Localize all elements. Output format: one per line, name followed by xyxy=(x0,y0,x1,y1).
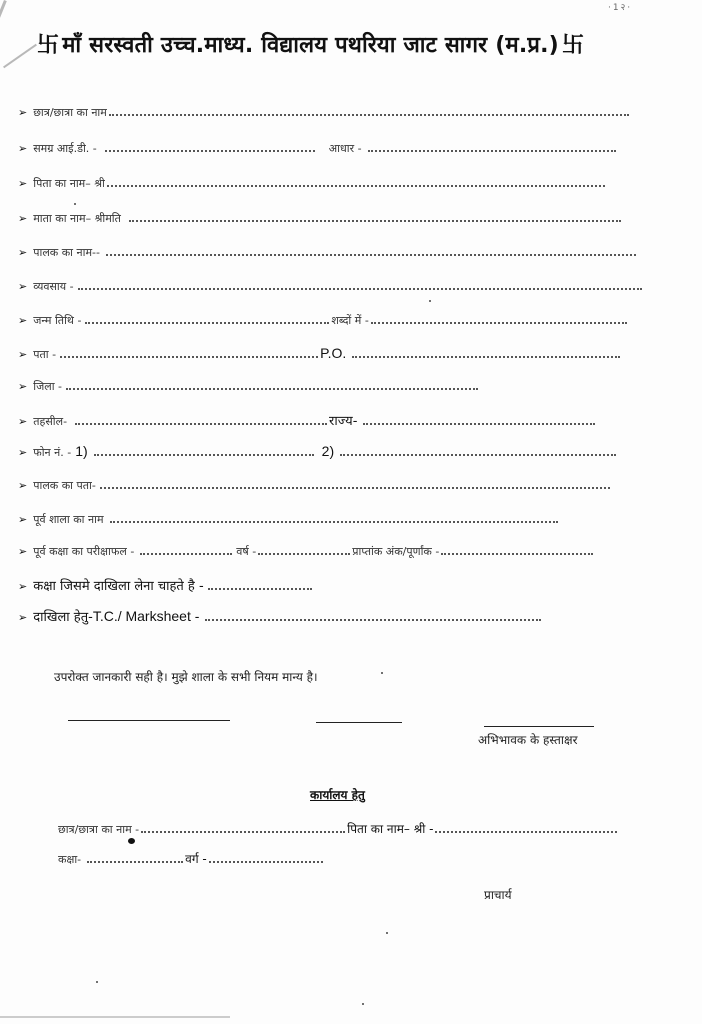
bullet-arrow-icon: ➢ xyxy=(18,580,28,593)
declaration-text: उपरोक्त जानकारी सही है। मुझे शाला के सभी नियम मान्य है। xyxy=(54,670,318,684)
aadhar-input[interactable] xyxy=(368,140,616,152)
field-label: पालक का पता- xyxy=(33,479,96,492)
bullet-arrow-icon: ➢ xyxy=(18,106,28,119)
bullet-arrow-icon: ➢ xyxy=(18,280,28,293)
scan-edge xyxy=(0,1016,230,1018)
field-label: पूर्व शाला का नाम xyxy=(33,513,104,526)
field-label: शब्दों में - xyxy=(331,314,369,327)
address-input[interactable] xyxy=(60,346,318,358)
field-occupation xyxy=(18,278,644,294)
field-samagra-aadhar xyxy=(18,140,618,156)
speck xyxy=(362,1003,364,1005)
scan-artifact xyxy=(0,0,7,89)
scan-artifact xyxy=(3,44,37,69)
office-class-section-row xyxy=(58,850,325,867)
bullet-arrow-icon: ➢ xyxy=(18,212,28,225)
field-label: 1) xyxy=(75,443,88,459)
swastika-icon-right: 卐 xyxy=(561,33,585,58)
field-tehsil-state xyxy=(18,411,597,429)
office-class-label: कक्षा- xyxy=(58,853,82,866)
field-dob xyxy=(18,312,629,328)
dob-words-input[interactable] xyxy=(371,312,627,324)
field-mother-name xyxy=(18,210,623,226)
field-label: पूर्व कक्षा का परीक्षाफल - xyxy=(33,545,135,558)
speck xyxy=(429,300,431,302)
samagra-id-input[interactable] xyxy=(105,140,315,152)
student-name-input[interactable] xyxy=(109,104,629,116)
mother-name-input[interactable] xyxy=(129,210,621,222)
phone-1-input[interactable] xyxy=(94,444,314,456)
field-label: पता - xyxy=(33,348,57,361)
guardian-name-input[interactable] xyxy=(106,244,636,256)
office-section-input[interactable] xyxy=(209,851,323,863)
bullet-arrow-icon: ➢ xyxy=(18,446,28,459)
admission-class-input[interactable] xyxy=(208,578,312,590)
field-label: पिता का नाम– श्री xyxy=(33,177,105,190)
field-previous-result xyxy=(18,543,595,559)
principal-label: प्राचार्य xyxy=(484,888,512,902)
field-label: आधार - xyxy=(328,142,362,155)
bullet-arrow-icon: ➢ xyxy=(18,177,28,190)
office-student-father-row xyxy=(58,820,619,837)
field-previous-school xyxy=(18,511,560,527)
field-district xyxy=(18,378,480,394)
school-name: माँ सरस्वती उच्च.माध्य. विद्यालय पथरिया जाट सागर (म.प्र.) xyxy=(62,33,559,58)
field-label: पालक का नाम-- xyxy=(33,246,100,259)
office-use-title: कार्यालय हेतु xyxy=(310,788,365,802)
district-input[interactable] xyxy=(66,378,478,390)
bullet-arrow-icon: ➢ xyxy=(18,545,28,558)
phone-2-input[interactable] xyxy=(340,444,616,456)
bullet-arrow-icon: ➢ xyxy=(18,380,28,393)
field-label: P.O. xyxy=(320,345,347,361)
bullet-arrow-icon: ➢ xyxy=(18,246,28,259)
field-label: प्राप्तांक अंक/पूर्णांक - xyxy=(352,545,440,558)
ink-blot xyxy=(128,838,135,844)
guardian-signature-label: अभिभावक के हस्ताक्षर xyxy=(478,733,578,747)
field-label: कक्षा जिसमे दाखिला लेना चाहते है - xyxy=(33,579,204,594)
guardian-signature-line[interactable] xyxy=(484,726,594,727)
year-input[interactable] xyxy=(258,543,350,555)
field-label: दाखिला हेतु- xyxy=(33,610,93,625)
office-student-name-label: छात्र/छात्रा का नाम - xyxy=(58,823,140,836)
state-input[interactable] xyxy=(363,413,595,425)
corner-note: ·1२· xyxy=(608,3,633,13)
father-name-input[interactable] xyxy=(107,175,605,187)
field-phone xyxy=(18,443,618,460)
field-label: छात्र/छात्रा का नाम xyxy=(33,106,107,119)
marks-input[interactable] xyxy=(441,543,593,555)
field-label: जिला - xyxy=(33,380,63,393)
field-label: व्यवसाय - xyxy=(33,280,74,293)
speck xyxy=(381,672,383,674)
speck xyxy=(96,981,98,983)
speck xyxy=(386,932,388,934)
bullet-arrow-icon: ➢ xyxy=(18,415,28,428)
office-class-input[interactable] xyxy=(87,851,183,863)
guardian-address-input[interactable] xyxy=(100,477,610,489)
bullet-arrow-icon: ➢ xyxy=(18,479,28,492)
bullet-arrow-icon: ➢ xyxy=(18,513,28,526)
field-guardian-name xyxy=(18,244,638,260)
signature-line-1[interactable] xyxy=(68,720,230,721)
field-label: वर्ष - xyxy=(236,545,257,558)
dob-input[interactable] xyxy=(85,312,329,324)
field-address xyxy=(18,345,622,362)
previous-result-input[interactable] xyxy=(140,543,232,555)
swastika-icon-left: 卐 xyxy=(37,33,60,58)
field-admission-class xyxy=(18,576,314,594)
field-label: जन्म तिथि - xyxy=(33,314,82,327)
tehsil-input[interactable] xyxy=(75,413,327,425)
office-student-name-input[interactable] xyxy=(141,821,345,833)
field-label: T.C./ Marksheet - xyxy=(92,608,200,624)
field-label: समग्र आई.डी. - xyxy=(33,142,97,155)
field-tc-marksheet xyxy=(18,607,543,625)
field-label: राज्य- xyxy=(329,414,358,429)
office-father-name-label: पिता का नाम– श्री - xyxy=(347,822,434,836)
field-label: 2) xyxy=(321,443,335,459)
bullet-arrow-icon: ➢ xyxy=(18,142,28,155)
field-guardian-address xyxy=(18,477,612,493)
bullet-arrow-icon: ➢ xyxy=(18,611,28,624)
speck xyxy=(74,203,76,205)
office-father-name-input[interactable] xyxy=(435,821,617,833)
field-father-name xyxy=(18,175,607,191)
bullet-arrow-icon: ➢ xyxy=(18,314,28,327)
school-title xyxy=(34,28,587,59)
post-office-input[interactable] xyxy=(352,346,620,358)
previous-school-input[interactable] xyxy=(110,511,558,523)
office-section-label: वर्ग - xyxy=(185,852,207,866)
tc-marksheet-input[interactable] xyxy=(205,609,541,621)
field-label: फोन नं. - xyxy=(33,446,72,459)
signature-line-2[interactable] xyxy=(316,722,402,723)
field-label: तहसील- xyxy=(33,415,68,428)
field-student-name xyxy=(18,104,631,120)
field-label: माता का नाम– श्रीमति xyxy=(33,212,121,225)
bullet-arrow-icon: ➢ xyxy=(18,348,28,361)
occupation-input[interactable] xyxy=(78,278,642,290)
